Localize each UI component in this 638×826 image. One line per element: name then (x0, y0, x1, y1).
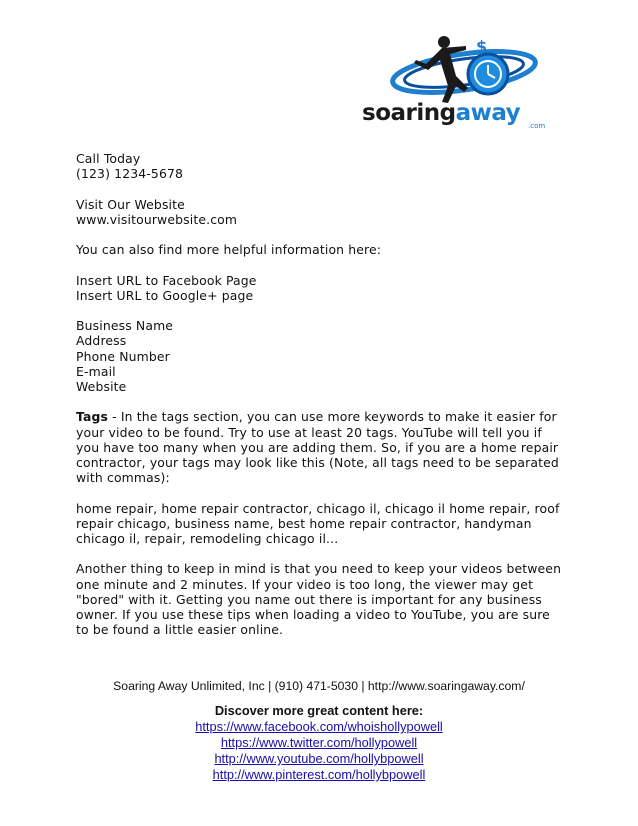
helpful-info: You can also find more helpful information here: (76, 242, 382, 258)
document-body (76, 151, 566, 653)
business-address: Address (76, 333, 127, 349)
facebook-placeholder: Insert URL to Facebook Page (76, 272, 257, 288)
website-label: Visit Our Website (76, 196, 185, 212)
youtube-link[interactable]: http://www.youtube.com/hollybpowell (214, 751, 424, 766)
business-website: Website (76, 378, 127, 394)
google-placeholder: Insert URL to Google+ page (76, 287, 254, 303)
pinterest-link[interactable]: http://www.pinterest.com/hollybpowell (212, 767, 426, 782)
website-section (76, 197, 566, 227)
tags-text: - In the tags section, you can use more keywords to make it easier for your video to be found. Try to use at least 20 tags. YouTube will tell you if you have too many when you are adding them. So, if you are a home repair contractor, your tags may look like this (Note, all tags need to be separated with commas): (76, 409, 559, 486)
logo-brand-suffix: away (455, 100, 521, 126)
logo-brand-prefix: soaring (362, 100, 456, 126)
phone-number: (123) 1234-5678 (76, 166, 184, 182)
business-email: E-mail (76, 363, 116, 379)
call-label: Call Today (76, 151, 141, 166)
twitter-link[interactable]: https://www.twitter.com/hollypowell (220, 735, 418, 750)
social-section (76, 273, 566, 303)
facebook-link[interactable]: https://www.facebook.com/whoishollypowell (195, 719, 443, 734)
business-phone: Phone Number (76, 348, 170, 364)
business-name: Business Name (76, 318, 174, 334)
soaring-away-logo (356, 30, 566, 130)
closing-paragraph: Another thing to keep in mind is that you need to keep your videos between one minute and 2 minutes. If your video is too long, the viewer may get "bored" with it. Getting you name out there is important for any business owner. If you use these tips when loading a video to YouTube, you are sure to be found a little easier online. (76, 561, 562, 638)
website-url: www.visitourwebsite.com (76, 211, 238, 227)
logo-wordmark (362, 100, 520, 126)
business-info (76, 318, 566, 394)
svg-text:$: $ (476, 37, 488, 56)
tags-paragraph (76, 409, 566, 485)
company-footer: Soaring Away Unlimited, Inc | (910) 471-5030 | http://www.soaringaway.com/ (113, 679, 525, 693)
call-section (76, 151, 566, 181)
discover-section (0, 703, 638, 783)
tags-example: home repair, home repair contractor, chicago il, chicago il home repair, roof repair chicago, business name, best home repair contractor, handyman chicago il, repair, remodeling chicago il... (76, 500, 560, 546)
logo-domain: .com (528, 122, 546, 130)
discover-title: Discover more great content here: (214, 703, 424, 718)
tags-label: Tags (76, 409, 109, 425)
